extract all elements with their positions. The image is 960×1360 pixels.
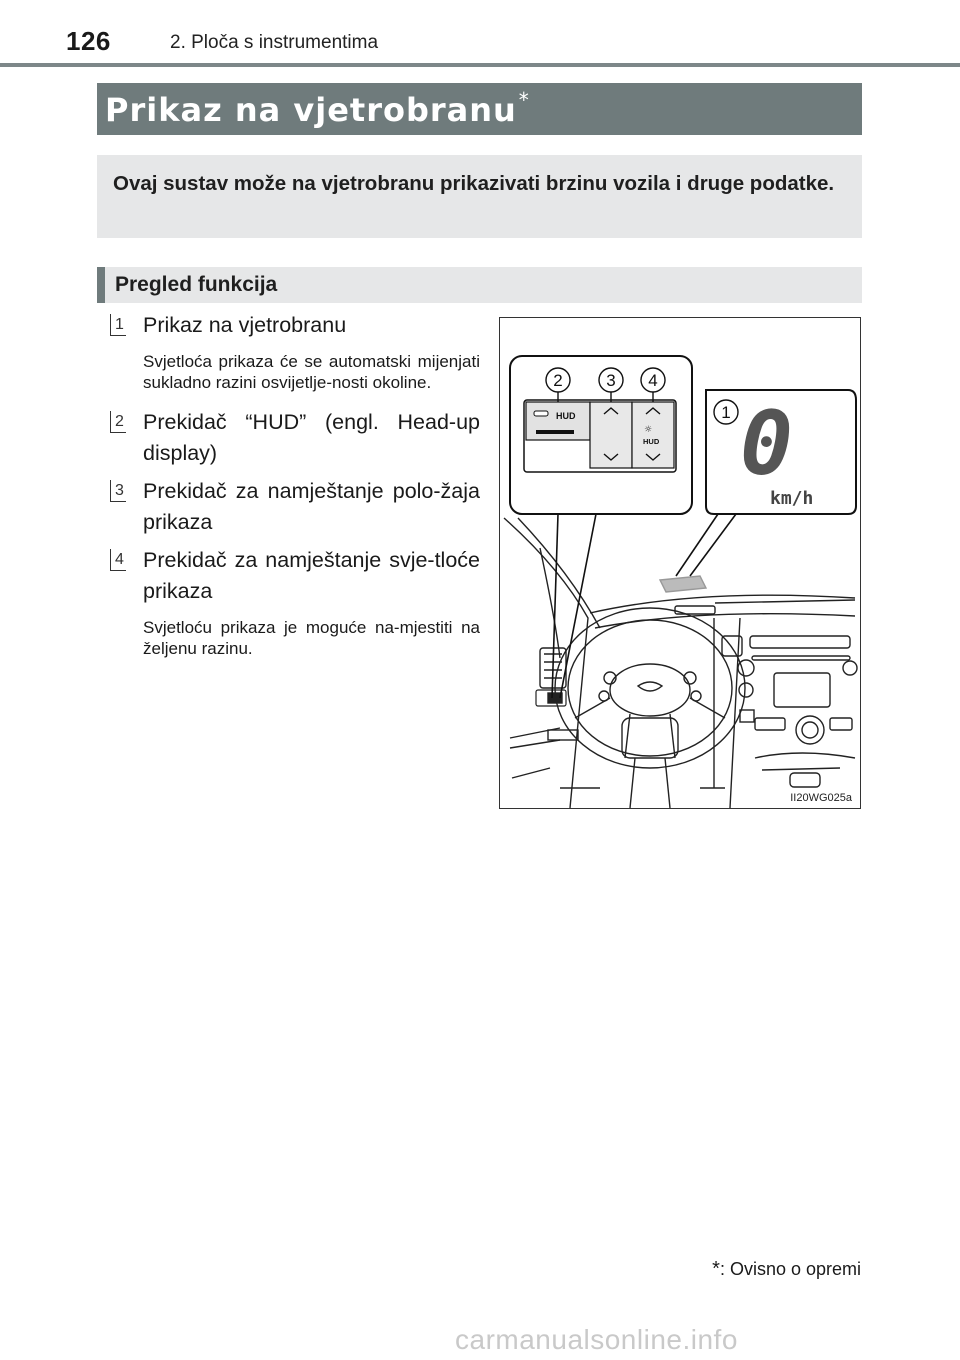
- section-title-bar: [97, 83, 862, 135]
- footnote-marker: *: [712, 1258, 720, 1280]
- footnote-text: : Ovisno o opremi: [719, 1259, 861, 1279]
- function-label: Prikaz na vjetrobranu: [143, 313, 347, 337]
- header-divider: [0, 63, 960, 67]
- function-description: Svjetloću prikaza je moguće na-mjestiti na željenu razinu.: [143, 618, 480, 658]
- subsection-title: Pregled funkcija: [115, 273, 278, 296]
- hud-illustration-drawing: [500, 318, 860, 808]
- function-description: Svjetloća prikaza će se automatski mijenjati sukladno razini osvijetlje-nosti okoline.: [143, 352, 480, 392]
- function-item: [110, 310, 480, 393]
- function-item: [110, 407, 480, 469]
- watermark: carmanualsonline.info: [455, 1324, 738, 1355]
- section-title-text: Prikaz na vjetrobranu: [105, 91, 517, 129]
- function-label: Prekidač za namještanje polo-žaja prikaza: [143, 479, 480, 534]
- equipment-marker: *: [518, 88, 530, 112]
- function-item: [110, 476, 480, 538]
- function-item: [110, 545, 480, 659]
- footnote: [712, 1258, 861, 1281]
- brightness-switch-label: HUD: [643, 437, 660, 446]
- callout-2: 2: [553, 371, 563, 390]
- function-number: 2: [110, 411, 126, 433]
- function-number: 1: [110, 314, 126, 336]
- function-label: Prekidač “HUD” (engl. Head-up display): [143, 410, 480, 465]
- page-number: 126: [66, 26, 111, 56]
- callout-4: 4: [648, 371, 658, 390]
- subsection-bar: [97, 267, 862, 303]
- function-number: 3: [110, 480, 126, 502]
- callout-3: 3: [606, 371, 616, 390]
- speed-value: 0: [740, 392, 793, 495]
- subsection-accent: [97, 267, 105, 303]
- function-label: Prekidač za namještanje svje-tloće prikaza: [143, 548, 480, 603]
- chapter-title: 2. Ploča s instrumentima: [170, 32, 379, 53]
- section-title: [105, 88, 530, 129]
- callout-1: 1: [721, 403, 731, 422]
- hud-switch-label: HUD: [556, 411, 576, 421]
- function-list: [110, 310, 480, 659]
- hud-illustration: [499, 317, 861, 809]
- function-number: 4: [110, 549, 126, 571]
- speed-unit: km/h: [770, 488, 814, 509]
- intro-box: Ovaj sustav može na vjetrobranu prikazivati brzinu vozila i druge podatke.: [97, 155, 862, 238]
- brightness-icon: ☼: [644, 425, 653, 435]
- figure-code: II20WG025a: [790, 792, 852, 804]
- page-header: [0, 0, 960, 66]
